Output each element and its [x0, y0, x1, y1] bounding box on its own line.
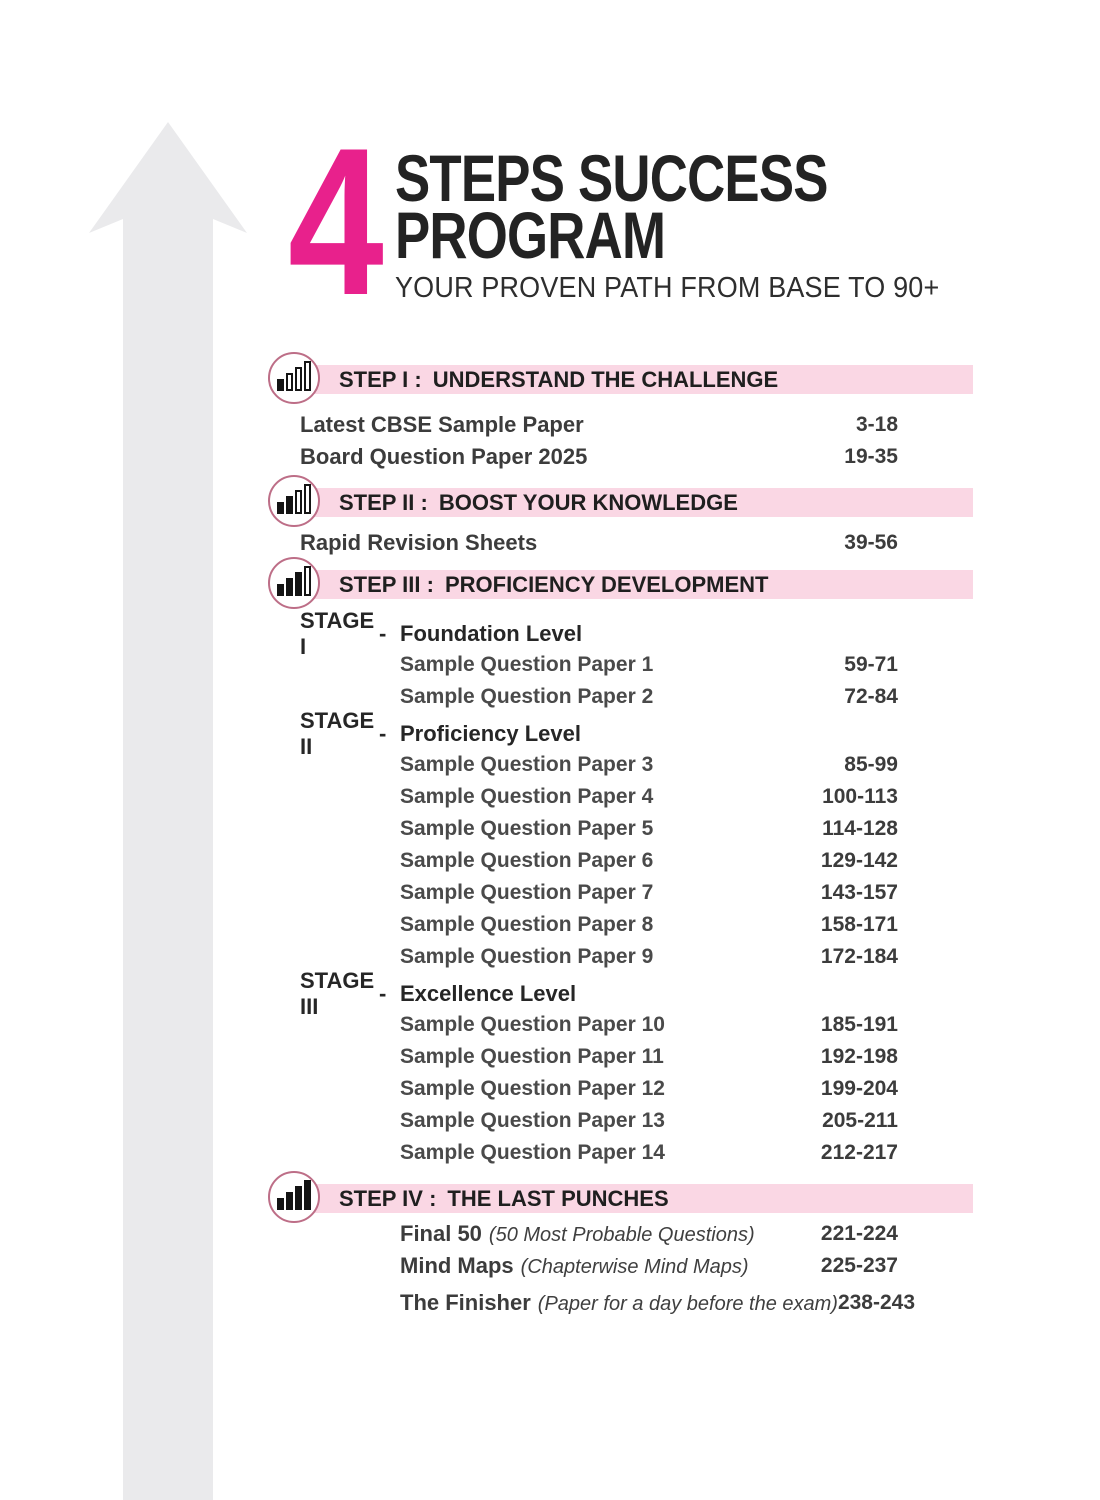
paper-label: Sample Question Paper 8 [400, 913, 654, 936]
paper-pages: 59-71 [844, 653, 898, 676]
step-2-banner [277, 488, 973, 517]
entry-label: Mind Maps [400, 1253, 514, 1278]
step-3-banner [277, 570, 973, 599]
entry-pages: 225-237 [820, 1254, 898, 1277]
entry-pages: 3-18 [855, 413, 898, 436]
entry-note: (Chapterwise Mind Maps) [520, 1256, 749, 1278]
paper-pages: 143-157 [820, 881, 898, 904]
toc-entry-row [277, 1218, 973, 1250]
step-4-title: THE LAST PUNCHES [447, 1185, 669, 1211]
paper-label: Sample Question Paper 6 [400, 849, 654, 872]
paper-pages: 172-184 [820, 945, 898, 968]
signal-bars-icon [268, 1171, 320, 1223]
paper-pages: 72-84 [844, 685, 898, 708]
title-line-1: STEPS SUCCESS [395, 141, 828, 215]
paper-pages: 185-191 [820, 1013, 898, 1036]
paper-label: Sample Question Paper 10 [400, 1013, 665, 1036]
paper-label: Sample Question Paper 3 [400, 753, 654, 776]
signal-bars-icon [268, 557, 320, 609]
step-3-header [277, 570, 973, 599]
step-3-title: PROFICIENCY DEVELOPMENT [444, 571, 769, 597]
paper-row [277, 813, 973, 845]
toc-entry-row [277, 409, 973, 441]
paper-label: Sample Question Paper 13 [400, 1109, 665, 1132]
step-2-title: BOOST YOUR KNOWLEDGE [438, 489, 738, 515]
paper-pages: 205-211 [822, 1109, 898, 1132]
step-1-title: UNDERSTAND THE CHALLENGE [432, 366, 779, 392]
paper-row [277, 1137, 973, 1169]
stage-label: STAGE III [300, 968, 375, 1019]
entry-label: Rapid Revision Sheets [300, 530, 538, 555]
paper-label: Sample Question Paper 2 [400, 685, 654, 708]
paper-pages: 212-217 [820, 1141, 898, 1164]
paper-row [277, 1009, 973, 1041]
paper-row [277, 1073, 973, 1105]
paper-label: Sample Question Paper 11 [400, 1045, 664, 1068]
signal-bars-icon [268, 352, 320, 404]
paper-pages: 100-113 [822, 785, 898, 808]
toc-entry-row [277, 527, 973, 559]
toc-entry-row [277, 1287, 973, 1319]
stage-row [277, 968, 973, 1019]
paper-label: Sample Question Paper 7 [400, 881, 654, 904]
paper-pages: 192-198 [820, 1045, 898, 1068]
paper-row [277, 781, 973, 813]
step-4-banner [277, 1184, 973, 1213]
step-1-label: STEP I : [339, 366, 422, 392]
paper-row [277, 1105, 973, 1137]
paper-row [277, 749, 973, 781]
entry-label: Board Question Paper 2025 [300, 444, 588, 469]
entry-note: (Paper for a day before the exam) [537, 1293, 838, 1315]
title-line-2: PROGRAM [395, 198, 666, 273]
step-4-header [277, 1184, 973, 1213]
paper-label: Sample Question Paper 14 [400, 1141, 665, 1164]
paper-row [277, 1041, 973, 1073]
entry-label: The Finisher [400, 1290, 531, 1315]
paper-label: Sample Question Paper 4 [400, 785, 654, 808]
title-subtitle: YOUR PROVEN PATH FROM BASE TO 90+ [395, 271, 940, 304]
step-1-header [277, 365, 973, 394]
step-3-label: STEP III : [339, 571, 434, 597]
signal-bars-icon [268, 475, 320, 527]
paper-label: Sample Question Paper 12 [400, 1077, 665, 1100]
entry-label: Final 50 [400, 1221, 482, 1246]
stage-level: Proficiency Level [400, 721, 581, 746]
stage-row [277, 608, 973, 659]
paper-pages: 158-171 [820, 913, 898, 936]
step-1-banner [277, 365, 973, 394]
entry-pages: 221-224 [820, 1222, 898, 1245]
step-2-label: STEP II : [339, 489, 428, 515]
paper-row [277, 649, 973, 681]
paper-label: Sample Question Paper 5 [400, 817, 654, 840]
paper-row [277, 681, 973, 713]
paper-row [277, 877, 973, 909]
title-number: 4 [288, 104, 381, 339]
stage-level: Foundation Level [400, 621, 583, 646]
step-4-label: STEP IV : [339, 1185, 437, 1211]
stage-dash: - [379, 621, 387, 646]
entry-note: (50 Most Probable Questions) [488, 1224, 755, 1246]
paper-label: Sample Question Paper 9 [400, 945, 654, 968]
stage-row [277, 708, 973, 759]
stage-label: STAGE I [300, 608, 375, 659]
paper-label: Sample Question Paper 1 [400, 653, 654, 676]
entry-pages: 238-243 [837, 1291, 916, 1314]
paper-row [277, 845, 973, 877]
stage-dash: - [379, 981, 387, 1006]
entry-pages: 39-56 [844, 531, 898, 554]
stage-label: STAGE II [300, 708, 375, 759]
table-of-contents [277, 352, 973, 1319]
paper-pages: 85-99 [844, 753, 898, 776]
paper-pages: 129-142 [820, 849, 898, 872]
step-2-header [277, 488, 973, 517]
stage-level: Excellence Level [400, 981, 577, 1006]
entry-label: Latest CBSE Sample Paper [300, 412, 584, 437]
paper-row [277, 941, 973, 973]
entry-pages: 19-35 [844, 445, 898, 468]
paper-row [277, 909, 973, 941]
stage-dash: - [379, 721, 387, 746]
paper-pages: 114-128 [822, 817, 898, 840]
toc-entry-row [277, 1250, 973, 1282]
toc-entry-row [277, 441, 973, 473]
paper-pages: 199-204 [820, 1077, 898, 1100]
